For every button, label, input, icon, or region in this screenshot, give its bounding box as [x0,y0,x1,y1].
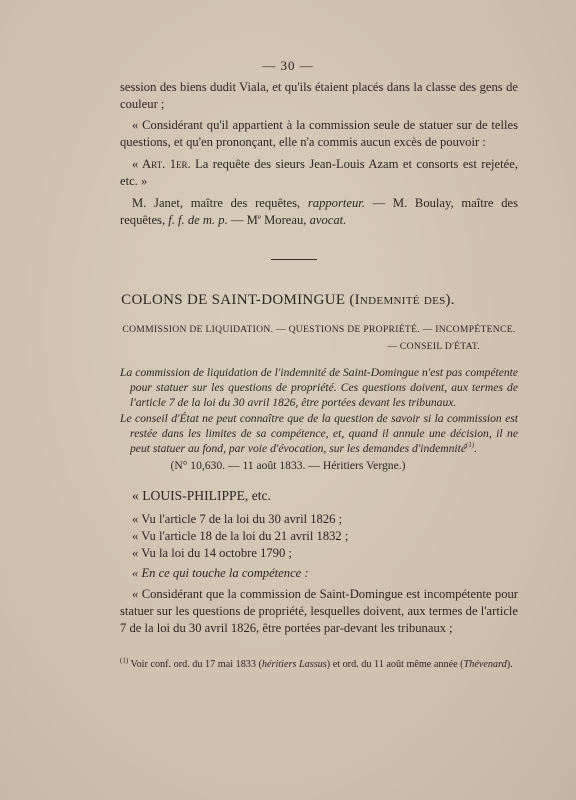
vu-line: « Vu l'article 18 de la loi du 21 avril 1832 ; [132,529,349,543]
footnote-text: ) et ord. du 11 août même année ( [326,659,464,670]
paragraph: session des biens dudit Viala, et qu'ils étaient placés dans la classe des gens de couleur ; [120,80,518,111]
vu-line: « Vu l'article 7 de la loi du 30 avril 1826 ; [132,512,343,526]
footnote-marker: (1) [120,656,129,665]
competence-line: « En ce qui touche la compétence : [132,566,309,580]
signature-role: rapporteur. [307,196,365,210]
footnote-text: Voir conf. ord. du 17 mai 1833 ( [128,659,262,670]
title-text: ). [445,292,455,308]
signature-role: f. f. de m. p. [168,213,228,227]
considerant-paragraph: « Considérant que la commission de Saint-Domingue est incompétente pour statuer sur les questions de propriété, lesquelles doivent, aux termes de l'article 7 de la loi du 30 avril 1826, être portées par-devant les tribunaux ; [120,587,518,635]
footnote-marker: (1) [465,441,475,450]
signature-text: — M. Boulay, maître des requêtes, [120,196,518,227]
section-subtitle [120,321,518,355]
signature-paragraph [120,195,518,229]
paragraph: « Considérant qu'il appartient à la commission seule de statuer sur de telles questions, et qu'en prononçant, elle n'a commis aucun excès de pouvoir : [120,118,518,149]
case-summary [120,365,518,456]
summary-text: Le conseil d'État ne peut connaître que de la question de savoir si la commission est restée dans les limites de sa compétence, et, quand il annule une décision, il ne peut statuer au fond, par voie d'évocation, sur les demandes d'indemnité [120,412,518,455]
decision-heading: « LOUIS-PHILIPPE, etc. [132,488,271,503]
summary-paragraph [120,411,518,456]
page-number: — 30 — [262,58,314,73]
summary-text: . [474,442,478,455]
article-paragraph [120,156,518,190]
footnote [120,658,518,672]
summary-paragraph: La commission de liquidation de l'indemnité de Saint-Domingue n'est pas compétente pour statuer sur les questions de propriété. Ces questions doivent, aux termes de l'article 7 de la loi du 30 avril 1826, être portées devant les tribunaux. [120,366,518,409]
superscript: e [257,212,261,221]
footnote-case: héritiers Lassus [261,659,327,670]
signature-text: — M [227,213,258,227]
continuation-text [120,79,518,229]
signature-text: Moreau, [260,213,310,227]
article-text: La requête des sieurs Jean-Louis Azam et consorts est rejetée, etc. » [120,157,518,188]
article-label: « Art. 1er. [132,157,191,171]
subtitle-line: — CONSEIL D'ÉTAT. [387,341,480,352]
signature-role: avocat. [309,213,347,227]
section-divider [271,259,317,260]
title-qualifier: Indemnité des [354,292,446,308]
title-text: COLONS DE SAINT-DOMINGUE ( [121,292,355,308]
vu-line: « Vu la loi du 14 octobre 1790 ; [132,546,292,560]
case-reference: (N° 10,630. — 11 août 1833. — Héritiers Vergne.) [170,459,406,472]
decision-text [120,487,518,637]
section-title [0,292,576,309]
footnote-case: Thévenard [463,659,507,670]
signature-text: M. Janet, maître des requêtes, [132,196,308,210]
subtitle-line: COMMISSION DE LIQUIDATION. — QUESTIONS DE PROPRIÉTÉ. — INCOMPÉTENCE. [122,324,516,335]
footnote-text: ). [506,659,513,670]
